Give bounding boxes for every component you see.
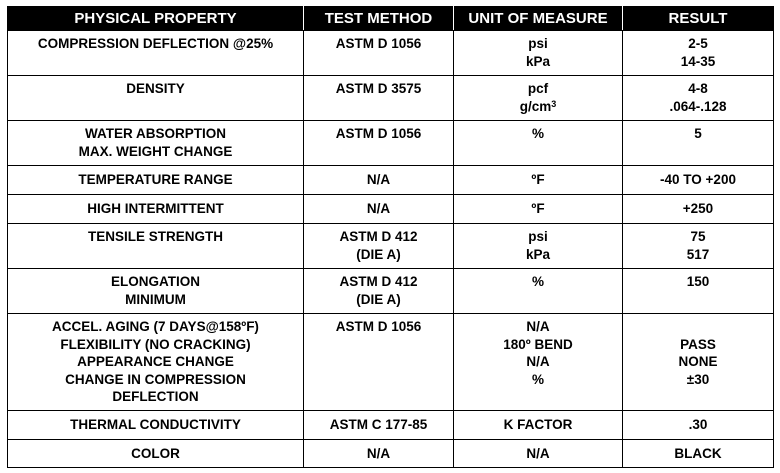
- result-text: -40 TO +200: [660, 172, 736, 188]
- method-cell: [304, 224, 454, 269]
- unit-text: %: [531, 126, 544, 141]
- method-cell: [304, 314, 454, 411]
- result-spacer: [627, 318, 769, 336]
- method-cell: [304, 195, 454, 224]
- property-cell: [8, 76, 304, 121]
- result-text: ±30: [686, 371, 710, 387]
- method-cell: [304, 76, 454, 121]
- result-text: PASS: [680, 336, 716, 352]
- property-text: MAX. WEIGHT CHANGE: [78, 143, 233, 159]
- method-text: ASTM C 177-85: [329, 417, 428, 433]
- result-cell: [623, 195, 774, 224]
- result-cell: [623, 314, 774, 411]
- property-cell: [8, 269, 304, 314]
- header-result: RESULT: [623, 7, 774, 31]
- property-text: APPEARANCE CHANGE: [77, 354, 234, 369]
- property-cell: [8, 166, 304, 195]
- property-cell: [8, 314, 304, 411]
- result-text: .064-.128: [669, 98, 727, 114]
- unit-cell: [454, 76, 623, 121]
- table-row: [8, 121, 774, 166]
- property-text: FLEXIBILITY (NO CRACKING): [60, 336, 251, 352]
- property-text: COMPRESSION DEFLECTION @25%: [37, 36, 274, 51]
- unit-text: %: [531, 274, 544, 289]
- header-unit-of-measure: UNIT OF MEASURE: [454, 7, 623, 31]
- table-row: [8, 76, 774, 121]
- result-text: 4-8: [688, 81, 708, 96]
- table-row: [8, 224, 774, 269]
- property-text: TENSILE STRENGTH: [87, 229, 223, 244]
- property-text: CHANGE IN COMPRESSION: [65, 371, 246, 387]
- result-text: 14-35: [680, 53, 716, 69]
- unit-text: N/A: [526, 445, 550, 461]
- physical-properties-table: [7, 6, 774, 468]
- method-text: N/A: [366, 172, 391, 188]
- unit-cell: [454, 224, 623, 269]
- property-text: ELONGATION: [111, 274, 200, 289]
- property-cell: [8, 411, 304, 440]
- method-text: ASTM D 3575: [335, 81, 422, 96]
- property-cell: [8, 195, 304, 224]
- property-text: DEFLECTION: [112, 389, 199, 404]
- result-text: 150: [686, 274, 710, 289]
- method-text: N/A: [366, 201, 391, 217]
- result-text: +250: [682, 201, 714, 217]
- result-cell: [623, 31, 774, 76]
- unit-cell: [454, 195, 623, 224]
- unit-text: kPa: [525, 53, 551, 69]
- table-row: [8, 269, 774, 314]
- unit-text: ºF: [531, 201, 545, 217]
- unit-cell: [454, 121, 623, 166]
- property-text: HIGH INTERMITTENT: [87, 201, 224, 217]
- unit-cell: [454, 166, 623, 195]
- result-text: BLACK: [674, 445, 722, 461]
- unit-cell: [454, 411, 623, 440]
- method-cell: [304, 269, 454, 314]
- method-text: ASTM D 412: [339, 274, 418, 289]
- unit-text: N/A: [526, 354, 550, 369]
- result-cell: [623, 440, 774, 468]
- result-cell: [623, 121, 774, 166]
- table-row: [8, 314, 774, 411]
- unit-cell: [454, 31, 623, 76]
- method-text: (DIE A): [356, 246, 401, 262]
- unit-cell: [454, 314, 623, 411]
- result-cell: [623, 166, 774, 195]
- table-row: [8, 411, 774, 440]
- property-text: THERMAL CONDUCTIVITY: [70, 417, 241, 433]
- unit-text: kPa: [525, 246, 551, 262]
- method-cell: [304, 411, 454, 440]
- result-text: 517: [686, 246, 710, 262]
- property-cell: [8, 440, 304, 468]
- unit-text-wrapper: [458, 98, 618, 116]
- unit-text: g/cm: [519, 98, 552, 114]
- property-text: ACCEL. AGING (7 DAYS@158ºF): [52, 319, 259, 334]
- unit-text: psi: [528, 36, 548, 51]
- property-text: MINIMUM: [125, 291, 186, 307]
- method-text: ASTM D 1056: [335, 319, 422, 334]
- table-row: [8, 31, 774, 76]
- unit-cell: [454, 440, 623, 468]
- property-cell: [8, 121, 304, 166]
- property-text: DENSITY: [126, 81, 185, 96]
- header-row: [8, 7, 774, 31]
- table-row: [8, 440, 774, 468]
- unit-text: ºF: [531, 172, 545, 188]
- method-text: (DIE A): [356, 291, 401, 307]
- method-text: ASTM D 412: [339, 229, 418, 244]
- result-cell: [623, 411, 774, 440]
- unit-cell: [454, 269, 623, 314]
- unit-text: N/A: [526, 319, 550, 334]
- result-text: .30: [688, 417, 708, 433]
- property-text: WATER ABSORPTION: [85, 126, 226, 141]
- header-test-method: TEST METHOD: [304, 7, 454, 31]
- result-text: 2-5: [688, 36, 708, 51]
- property-text: TEMPERATURE RANGE: [78, 172, 233, 188]
- result-cell: [623, 76, 774, 121]
- property-text: COLOR: [131, 445, 180, 461]
- method-text: ASTM D 1056: [335, 126, 422, 141]
- property-cell: [8, 31, 304, 76]
- method-text: ASTM D 1056: [335, 36, 422, 51]
- result-text: NONE: [678, 354, 718, 369]
- property-cell: [8, 224, 304, 269]
- table-row: [8, 195, 774, 224]
- method-cell: [304, 121, 454, 166]
- unit-superscript: 3: [551, 98, 557, 109]
- method-cell: [304, 166, 454, 195]
- method-cell: [304, 440, 454, 468]
- table-row: [8, 166, 774, 195]
- result-cell: [623, 224, 774, 269]
- result-text: 75: [690, 229, 706, 244]
- unit-text: 180º BEND: [503, 336, 573, 352]
- method-cell: [304, 31, 454, 76]
- unit-text: %: [531, 371, 544, 387]
- result-cell: [623, 269, 774, 314]
- method-text: N/A: [366, 445, 391, 461]
- header-physical-property: PHYSICAL PROPERTY: [8, 7, 304, 31]
- unit-text: K FACTOR: [503, 417, 573, 433]
- unit-text: psi: [528, 229, 548, 244]
- unit-text: pcf: [527, 81, 549, 96]
- result-text: 5: [694, 126, 702, 141]
